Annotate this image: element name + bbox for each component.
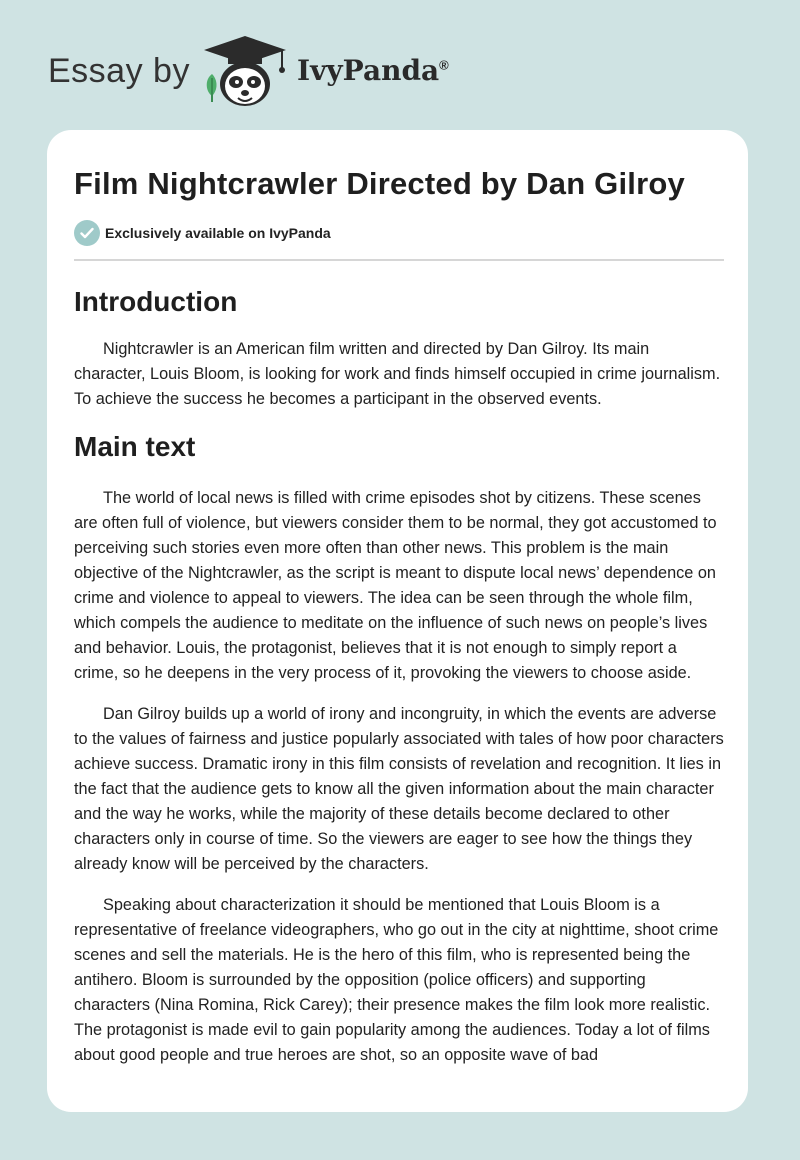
section-heading-main-text: Main text [74, 431, 196, 462]
panda-graduate-logo-icon [200, 34, 290, 110]
site-header [0, 0, 800, 125]
brand-name [297, 54, 449, 87]
divider [74, 259, 724, 261]
paragraph: Dan Gilroy builds up a world of irony and incongruity, in which the events are adverse to the values of fairness and justice popularly associated with tales of how poor characters achieve success. Dramatic irony in this film consists of revelation and recognition. It lies in the fact that the audience gets to know all the given information about the main character and the way he works, while the majority of these details become declared to other characters only in course of time. So the viewers are eager to see how the things they already know will be perceived by the characters. [74, 705, 724, 873]
paragraph: Nightcrawler is an American film written and directed by Dan Gilroy. Its main character, Louis Bloom, is looking for work and finds himself occupied in crime journalism. To achieve the success he becomes a participant in the observed events. [74, 340, 721, 408]
essay-card [47, 130, 748, 1112]
section-heading-introduction: Introduction [74, 286, 238, 317]
brand-text: IvyPanda [297, 54, 440, 87]
essay-title: Film Nightcrawler Directed by Dan Gilroy [74, 166, 685, 201]
registered-mark: ® [439, 57, 449, 73]
paragraph: Speaking about characterization it should be mentioned that Louis Bloom is a representative of freelance videographers, who go out in the city at nighttime, shoot crime scenes and sell the materials. He is the hero of this film, who is represented being the antihero. Bloom is surrounded by the opposition (police officers) and supporting characters (Nina Romina, Rick Carey); their presence makes the film look more realistic. The protagonist is made evil to gain popularity among the audiences. Today a lot of films about good people and true heroes are shot, so an opposite wave of bad [74, 896, 719, 1064]
essay-content [74, 160, 724, 1084]
paragraph: The world of local news is filled with crime episodes shot by citizens. These scenes are often full of violence, but viewers consider them to be normal, they got accustomed to perceiving such stories even more often than other news. This problem is the main objective of the Nightcrawler, as the script is meant to dispute local news’ dependence on crime and violence to appeal to viewers. The idea can be seen through the whole film, which compels the audience to meditate on the influence of such news on people’s lives and behavior. Louis, the protagonist, believes that it is not enough to simply report a crime, so he deepens in the very process of it, provoking the viewers to choose aside. [74, 489, 717, 682]
essay-by-label: Essay by [48, 52, 190, 90]
check-circle-icon [74, 220, 100, 246]
exclusive-badge-label: Exclusively available on IvyPanda [105, 225, 331, 241]
exclusive-badge [74, 220, 724, 246]
